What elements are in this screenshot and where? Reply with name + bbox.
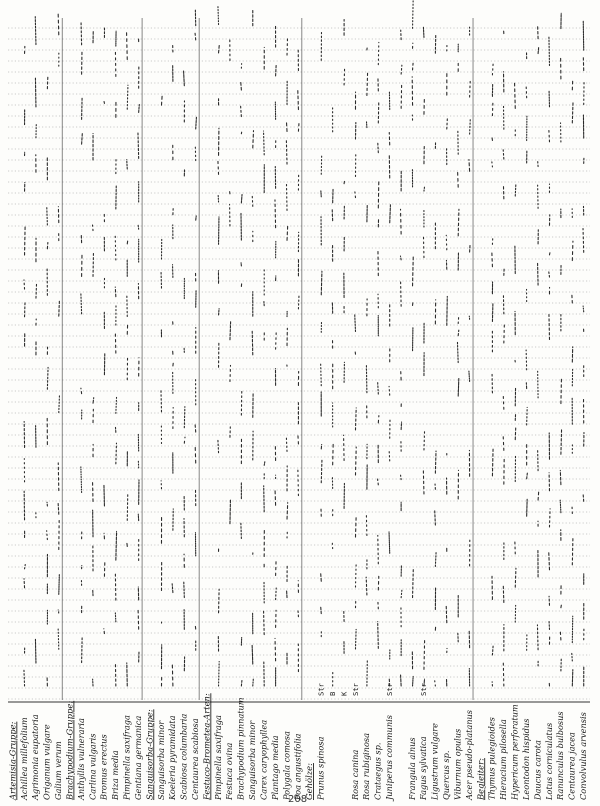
handwritten-entry <box>59 574 60 594</box>
handwritten-entry <box>537 625 538 650</box>
species-label: Rosa canina <box>349 749 360 800</box>
handwritten-entry <box>253 679 254 686</box>
handwritten-entry <box>172 584 173 593</box>
handwritten-entry <box>378 382 379 394</box>
handwritten-entry <box>401 209 402 234</box>
species-label: Pimpinella saxifraga <box>212 715 223 800</box>
handwritten-entry <box>344 180 345 184</box>
species-label: Origanum vulgare <box>41 724 52 800</box>
handwritten-entry <box>458 379 459 397</box>
handwritten-entry <box>35 638 36 663</box>
handwritten-entry <box>526 86 527 98</box>
species-label: Viburnum opulus <box>452 728 463 800</box>
species-label: Ranunculus bulbosus <box>555 711 566 800</box>
handwritten-entry <box>196 117 197 129</box>
species-labels <box>7 682 588 802</box>
handwritten-entry <box>492 252 493 266</box>
handwritten-entry <box>24 670 25 686</box>
handwritten-entry <box>469 160 470 172</box>
table-cells <box>24 1 584 686</box>
handwritten-entry <box>583 495 584 501</box>
handwritten-entry <box>378 42 379 64</box>
species-label: Koeleria pyramidata <box>167 715 178 800</box>
handwritten-entry <box>287 225 288 240</box>
group-label: Sanguisorba-Gruppe: <box>144 709 155 800</box>
handwritten-entry <box>25 227 26 255</box>
handwritten-entry <box>549 315 550 340</box>
handwritten-entry <box>469 371 470 382</box>
species-label: Pimpinella saxifraga <box>121 715 132 800</box>
layer-code: B <box>327 691 337 696</box>
handwritten-entry <box>195 33 196 40</box>
handwritten-entry <box>538 491 539 500</box>
species-label: Daucus carota <box>532 740 543 800</box>
handwritten-entry <box>355 447 356 475</box>
handwritten-entry <box>561 603 562 608</box>
species-label: Sanguisorba minor <box>155 720 166 800</box>
handwritten-entry <box>275 638 276 660</box>
handwritten-entry <box>275 489 276 505</box>
layer-code: K <box>339 691 349 696</box>
handwritten-entry <box>81 388 82 393</box>
handwritten-entry <box>446 604 447 622</box>
species-label: Brachypodium pinnatum <box>235 697 246 800</box>
handwritten-entry <box>36 283 37 298</box>
handwritten-entry <box>560 470 561 484</box>
handwritten-entry <box>298 469 299 495</box>
species-label: Crataegus sp. <box>372 742 383 800</box>
handwritten-entry <box>58 629 59 649</box>
species-label: Sanguisorba minor <box>247 720 258 800</box>
handwritten-entry <box>127 31 128 60</box>
species-label: Carex caryophyllea <box>258 719 269 800</box>
handwritten-entry <box>59 396 60 413</box>
handwritten-entry <box>276 65 277 76</box>
handwritten-entry <box>116 397 117 413</box>
handwritten-entry <box>527 407 528 425</box>
handwritten-entry <box>58 610 59 613</box>
handwritten-entry <box>59 301 60 316</box>
handwritten-entry <box>549 129 550 141</box>
species-label: Rosa rubiginosa <box>361 733 372 800</box>
handwritten-entry <box>298 122 299 131</box>
handwritten-entry <box>572 102 573 123</box>
species-label: Briza media <box>110 750 121 800</box>
handwritten-entry <box>230 321 231 340</box>
handwritten-entry <box>139 105 140 113</box>
handwritten-entry <box>219 45 220 53</box>
handwritten-entry <box>457 342 458 362</box>
layer-code: Str <box>385 683 395 696</box>
handwritten-entry <box>423 26 424 37</box>
handwritten-entry <box>264 131 265 155</box>
handwritten-entry <box>389 386 390 395</box>
handwritten-entry <box>538 48 539 54</box>
handwritten-entry <box>447 118 448 129</box>
handwritten-entry <box>378 479 379 485</box>
handwritten-entry <box>58 14 59 35</box>
handwritten-entry <box>413 676 414 686</box>
handwritten-entry <box>24 280 25 289</box>
handwritten-entry <box>93 398 94 403</box>
handwritten-entry <box>264 611 265 635</box>
handwritten-entry <box>93 225 94 230</box>
handwritten-entry <box>172 663 173 686</box>
handwritten-entry <box>298 295 299 309</box>
species-label: Ligustrum vulgare <box>429 722 440 800</box>
handwritten-entry <box>276 588 277 600</box>
handwritten-entry <box>344 67 345 85</box>
handwritten-entry <box>560 632 561 640</box>
handwritten-entry <box>286 121 287 132</box>
handwritten-entry <box>492 161 493 167</box>
handwritten-entry <box>458 316 459 324</box>
handwritten-entry <box>366 364 367 393</box>
handwritten-entry <box>321 574 322 581</box>
handwritten-entry <box>241 195 242 203</box>
handwritten-entry <box>492 64 493 75</box>
species-label: Scabiosa columbaria <box>178 713 189 800</box>
handwritten-entry <box>378 416 379 423</box>
handwritten-entry <box>355 565 356 587</box>
handwritten-entry <box>583 306 584 312</box>
handwritten-entry <box>286 435 287 451</box>
handwritten-entry <box>104 100 105 103</box>
handwritten-entry <box>229 190 230 194</box>
handwritten-entry <box>138 609 139 629</box>
handwritten-entry <box>492 449 493 476</box>
handwritten-entry <box>241 522 242 538</box>
handwritten-entry <box>503 150 504 159</box>
handwritten-entry <box>116 531 117 560</box>
handwritten-entry <box>378 141 379 152</box>
handwritten-entry <box>219 309 220 315</box>
species-label: Achillea millefolium <box>18 717 29 800</box>
handwritten-entry <box>355 518 356 537</box>
table-grid <box>8 18 590 702</box>
handwritten-entry <box>333 443 334 465</box>
species-label: Acer pseudo-platanus <box>463 709 474 800</box>
handwritten-entry <box>82 636 83 663</box>
handwritten-entry <box>413 257 414 286</box>
page-number: 208 <box>288 794 308 805</box>
species-label: Hieracium pilosella <box>498 719 509 800</box>
group-label: Artemisia-Gruppe: <box>7 721 18 800</box>
handwritten-entry <box>115 287 116 297</box>
handwritten-entry <box>276 331 277 349</box>
handwritten-entry <box>127 160 128 169</box>
handwritten-entry <box>161 95 162 105</box>
species-label: Galium verum <box>53 741 64 800</box>
handwritten-entry <box>503 434 504 450</box>
species-label: Centaurea scabiosa <box>190 718 201 800</box>
handwritten-entry <box>503 660 504 686</box>
handwritten-entry <box>81 467 82 493</box>
species-label: Frangula alnus <box>406 737 417 800</box>
handwritten-entry <box>435 511 436 525</box>
handwritten-entry <box>401 590 402 597</box>
handwritten-entry <box>413 62 414 70</box>
handwritten-entry <box>355 315 356 332</box>
handwritten-entry <box>527 473 528 479</box>
handwritten-entry <box>413 569 414 598</box>
handwritten-entry <box>355 408 356 430</box>
handwritten-entry <box>47 367 48 389</box>
handwritten-entry <box>104 629 105 634</box>
handwritten-entry <box>515 83 516 108</box>
handwritten-entry <box>127 85 128 109</box>
handwritten-entry <box>423 469 424 494</box>
species-label: Bromus erectus <box>98 734 109 800</box>
layer-code: Str <box>316 683 326 696</box>
handwritten-entry <box>561 430 562 454</box>
handwritten-entry <box>47 206 48 225</box>
handwritten-entry <box>35 17 36 45</box>
species-label: Festuca ovina <box>224 742 235 800</box>
handwritten-entry <box>549 272 550 277</box>
handwritten-entry <box>458 209 459 236</box>
handwritten-entry <box>287 503 288 519</box>
handwritten-entry <box>58 503 59 514</box>
handwritten-entry <box>515 568 516 587</box>
handwritten-entry <box>275 200 276 228</box>
handwritten-entry <box>583 229 584 253</box>
handwritten-entry <box>515 359 516 362</box>
handwritten-entry <box>81 294 82 314</box>
handwritten-entry <box>366 577 367 595</box>
handwritten-entry <box>378 535 379 563</box>
species-label: Fagus sylvatica <box>418 736 429 800</box>
handwritten-entry <box>116 443 117 464</box>
handwritten-entry <box>286 182 287 210</box>
group-label: Brachypodium-Gruppe: <box>64 700 75 800</box>
handwritten-entry <box>195 447 196 463</box>
handwritten-entry <box>24 579 25 588</box>
handwritten-entry <box>161 389 162 412</box>
species-label: Plantago media <box>269 735 280 800</box>
handwritten-entry <box>219 589 220 613</box>
handwritten-entry <box>58 463 59 491</box>
species-label: Gentiana germanica <box>132 715 143 800</box>
layer-code: Str <box>350 683 360 696</box>
handwritten-entry <box>492 646 493 655</box>
handwritten-entry <box>526 350 527 370</box>
handwritten-entry <box>298 433 299 444</box>
handwritten-entry <box>252 331 253 355</box>
handwritten-entry <box>286 140 287 164</box>
species-label: Thymus pulegioides <box>486 717 497 800</box>
handwritten-entry <box>321 607 322 614</box>
handwritten-entry <box>287 37 288 55</box>
species-label: Quercus sp. <box>441 750 452 800</box>
handwritten-entry <box>366 514 367 535</box>
handwritten-entry <box>184 407 185 428</box>
handwritten-entry <box>561 378 562 404</box>
species-label: Carlina vulgaris <box>87 733 98 800</box>
handwritten-entry <box>515 184 516 196</box>
handwritten-entry <box>321 362 322 385</box>
handwritten-entry <box>115 234 116 260</box>
handwritten-entry <box>25 301 26 317</box>
species-label: Centaurea jacea <box>566 732 577 800</box>
handwritten-entry <box>503 394 504 409</box>
species-label: Poa angustifolia <box>292 733 303 800</box>
handwritten-entry <box>195 424 196 432</box>
handwritten-entry <box>549 37 550 66</box>
handwritten-entry <box>424 187 425 191</box>
species-label: Polygala comosa <box>281 731 292 800</box>
handwritten-entry <box>549 251 550 255</box>
handwritten-entry <box>572 241 573 260</box>
handwritten-entry <box>401 83 402 108</box>
handwritten-entry <box>81 21 82 44</box>
group-label: Begleiter: <box>475 758 486 800</box>
handwritten-entry <box>400 256 401 260</box>
handwritten-entry <box>355 629 356 649</box>
handwritten-entry <box>549 509 550 527</box>
handwritten-entry <box>184 581 185 598</box>
species-label: Agrimonia eupatoria <box>30 714 41 800</box>
handwritten-entry <box>82 133 83 144</box>
species-label: Anthyllis vulneraria <box>75 718 86 800</box>
handwritten-entry <box>424 640 425 669</box>
handwritten-entry <box>503 585 504 603</box>
layer-code: Str <box>419 683 429 696</box>
handwritten-entry <box>435 680 436 686</box>
handwritten-entry <box>401 675 402 686</box>
handwritten-entry <box>241 681 242 686</box>
handwritten-entry <box>115 612 116 622</box>
handwritten-entry <box>219 662 220 686</box>
handwritten-entry <box>218 161 219 174</box>
handwritten-entry <box>447 296 448 325</box>
handwritten-entry <box>389 450 390 461</box>
handwritten-entry <box>184 71 185 86</box>
handwritten-entry <box>492 135 493 140</box>
handwritten-entry <box>470 79 471 97</box>
group-label: Festuco-Brometea-Arten: <box>201 693 212 800</box>
handwritten-entry <box>138 131 139 158</box>
handwritten-entry <box>458 170 459 187</box>
species-label: Convolvulus arvensis <box>578 712 589 800</box>
handwritten-entry <box>264 461 265 465</box>
species-label: Hypericum perforatum <box>509 704 520 800</box>
handwritten-entry <box>572 537 573 565</box>
handwritten-entry <box>230 365 231 381</box>
species-label: Juniperus communis <box>384 715 395 800</box>
handwritten-entry <box>253 131 254 148</box>
handwritten-entry <box>138 225 139 229</box>
handwritten-entry <box>252 194 253 207</box>
handwritten-entry <box>389 532 390 553</box>
handwritten-entry <box>572 652 573 661</box>
species-label: Lotus corniculatus <box>543 722 554 800</box>
handwritten-entry <box>470 119 471 134</box>
handwritten-entry <box>298 90 299 109</box>
handwritten-entry <box>218 5 219 24</box>
handwritten-entry <box>560 500 561 513</box>
group-label: Gehölze: <box>304 763 315 800</box>
handwritten-entry <box>355 192 356 198</box>
handwritten-entry <box>390 205 391 223</box>
handwritten-entry <box>401 280 402 306</box>
handwritten-entry <box>47 531 48 540</box>
handwritten-entry <box>504 322 505 343</box>
handwritten-entry <box>241 83 242 90</box>
handwritten-entry <box>218 439 219 453</box>
handwritten-entry <box>400 474 401 479</box>
handwritten-entry <box>435 552 436 566</box>
handwritten-entry <box>241 106 242 116</box>
handwritten-entry <box>572 670 573 686</box>
handwritten-entry <box>413 1 414 29</box>
handwritten-entry <box>458 330 459 336</box>
handwritten-entry <box>378 622 379 649</box>
handwritten-entry <box>321 271 322 294</box>
handwritten-entry <box>127 494 128 521</box>
handwritten-entry <box>35 78 36 107</box>
handwritten-entry <box>184 437 185 443</box>
handwritten-entry <box>446 235 447 249</box>
handwritten-entry <box>367 73 368 96</box>
handwritten-entry <box>424 430 425 450</box>
handwritten-entry <box>25 565 26 569</box>
handwritten-entry <box>401 65 402 74</box>
handwritten-entry <box>241 130 242 134</box>
species-label: Leontodon hispidus <box>520 718 531 800</box>
handwritten-entry <box>435 451 436 473</box>
handwritten-entry <box>252 645 253 664</box>
handwritten-entry <box>549 552 550 570</box>
species-label: Prunus spinosa <box>315 736 326 800</box>
